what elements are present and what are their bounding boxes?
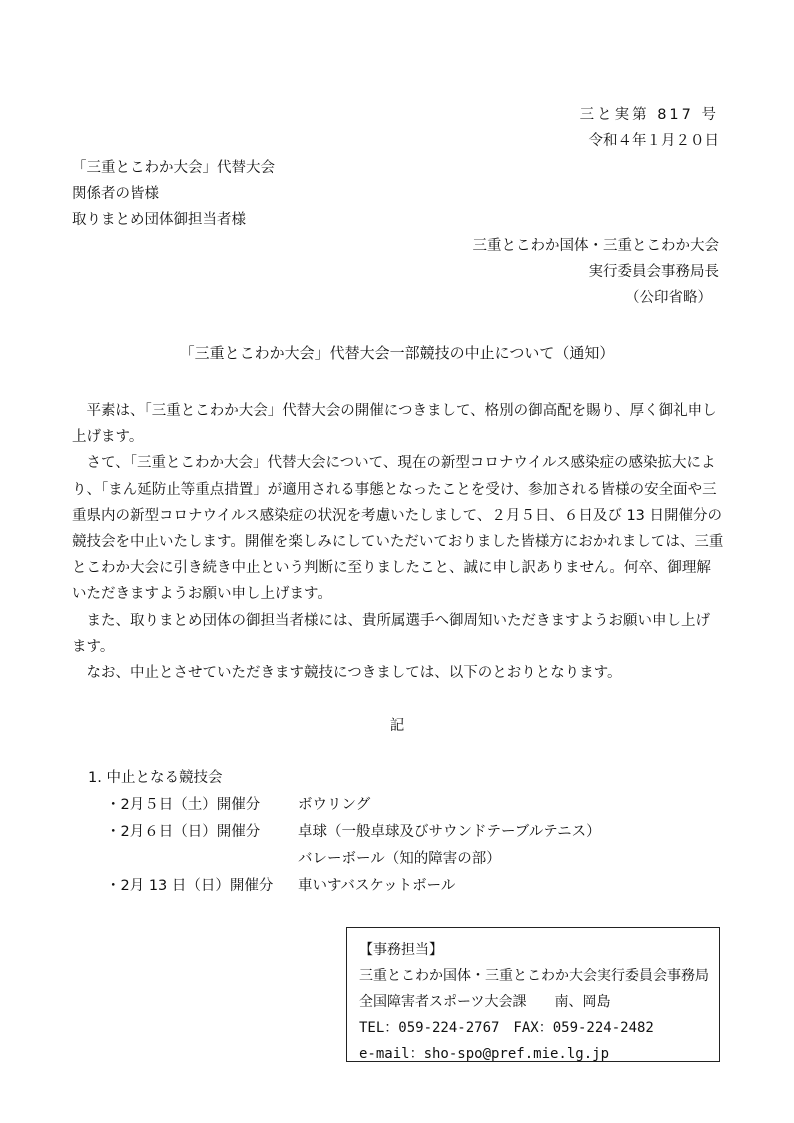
cancelled-event-name: バレーボール（知的障害の部）	[298, 851, 501, 867]
body-paragraph: なお、中止とさせていただきます競技につきましては、以下のとおりとなります。	[86, 665, 622, 682]
body-paragraph: 平素は、「三重とこわか大会」代替大会の開催につきまして、格別の御高配を賜り、厚く御礼申し上げます。	[72, 403, 717, 446]
sender-organization: 三重とこわか国体・三重とこわか大会	[472, 238, 719, 254]
cancelled-event-name: ボウリング	[298, 797, 371, 813]
contact-phone-fax: TEL：059-224-2767 FAX：059-224-2482	[359, 1020, 654, 1036]
recipient-line: 関係者の皆様	[72, 186, 159, 202]
cancelled-event-date: ・2月５日（土）開催分	[106, 797, 261, 813]
cancelled-event-date: ・2月 13 日（日）開催分	[106, 878, 274, 894]
sender-title: 実行委員会事務局長	[588, 264, 719, 280]
body-paragraph: さて、「三重とこわか大会」代替大会について、現在の新型コロナウイルス感染症の感染拡大により、「まん延防止等重点措置」が適用される事態となったことを受け、参加される皆様の安全面や三重県内の新型コロナウイルス感染症の状況を考慮いたしまして、２月５日、６日及び 13 日開催分の競技会を中止いたします。開催を楽しみにしていただいておりました皆様方におかれましては、三重とこわか大会に引き続き中止という判断に至りましたこと、誠に申し訳ありません。何卒、御理解いただきますようお願い申し上げます。	[72, 455, 724, 603]
document-number: 三と実第 817 号	[579, 107, 719, 123]
document-date: 令和４年１月２０日	[588, 133, 719, 149]
section-heading: 1. 中止となる競技会	[88, 770, 223, 786]
document-title: 「三重とこわか大会」代替大会一部競技の中止について（通知）	[179, 344, 615, 362]
ki-heading: 記	[389, 718, 405, 734]
contact-box	[346, 927, 720, 1062]
contact-heading: 【事務担当】	[359, 942, 443, 958]
recipient-line: 取りまとめ団体御担当者様	[72, 212, 246, 228]
body-paragraph: また、取りまとめ団体の御担当者様には、貴所属選手へ御周知いただきますようお願い申し上げます。	[72, 612, 710, 655]
cancelled-event-name: 車いすバスケットボール	[298, 878, 456, 894]
recipient-line: 「三重とこわか大会」代替大会	[72, 160, 275, 176]
contact-organization: 三重とこわか国体・三重とこわか大会実行委員会事務局	[359, 968, 709, 984]
cancelled-event-name: 卓球（一般卓球及びサウンドテーブルテニス）	[298, 824, 601, 840]
contact-department: 全国障害者スポーツ大会課 南、岡島	[359, 994, 611, 1010]
seal-omitted-note: （公印省略）	[625, 290, 712, 306]
contact-email: e-mail：sho-spo@pref.mie.lg.jp	[359, 1046, 610, 1062]
cancelled-event-date: ・2月６日（日）開催分	[106, 824, 261, 840]
body-text	[72, 398, 724, 686]
